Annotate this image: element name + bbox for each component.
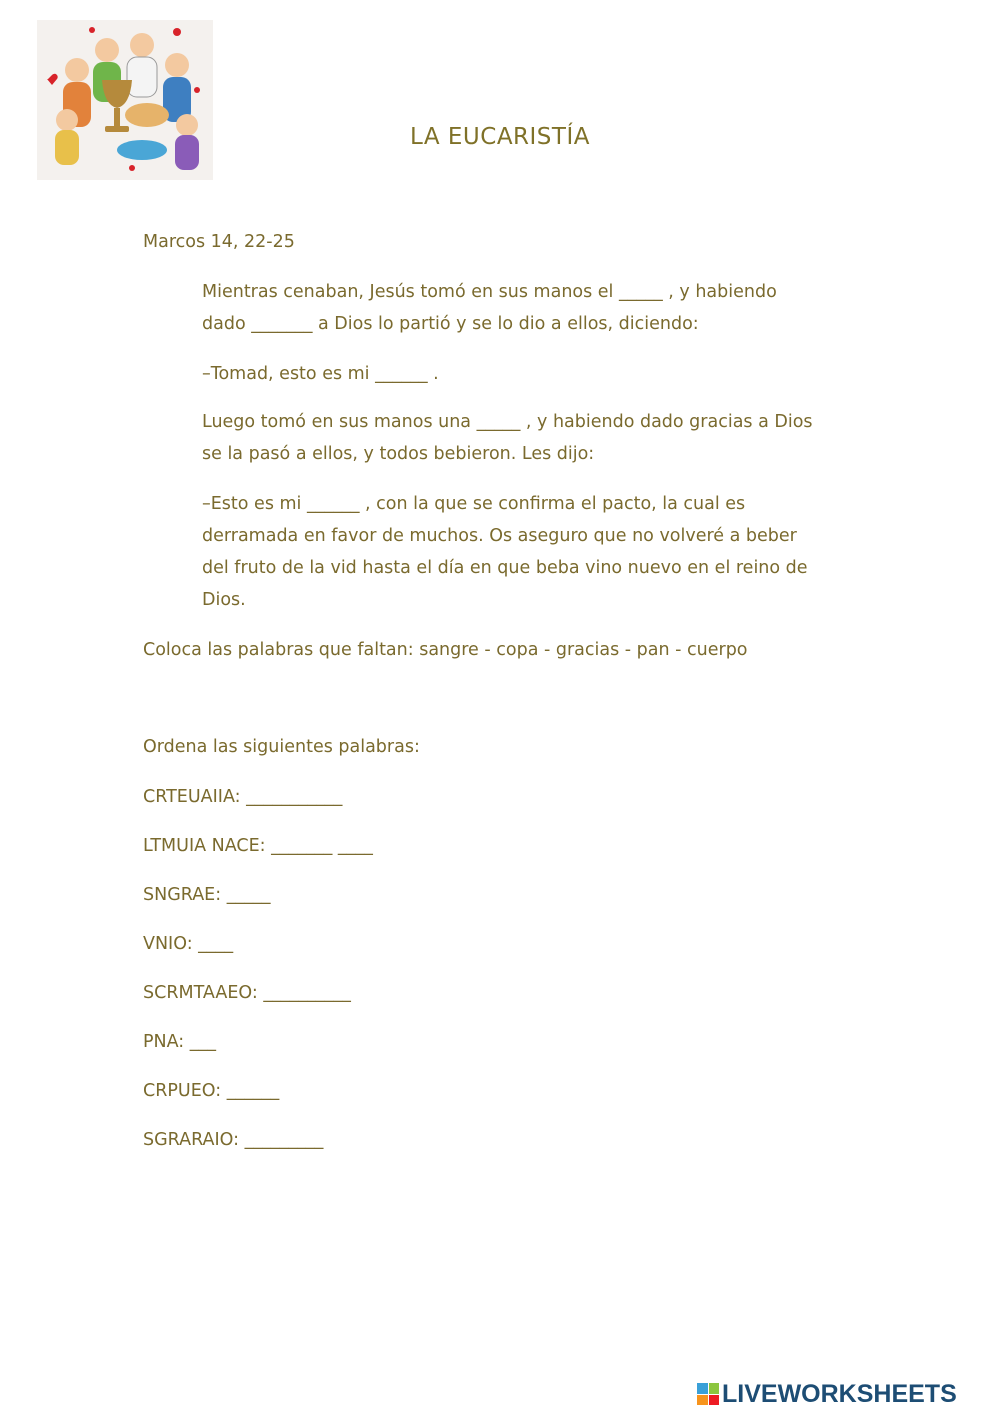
- scramble-item: SGRARAIO: _________: [143, 1130, 324, 1150]
- scramble-item: SNGRAE: _____: [143, 885, 271, 905]
- scramble-item: SCRMTAAEO: __________: [143, 983, 351, 1003]
- page-title: LA EUCARISTÍA: [410, 124, 590, 150]
- reading-line: dado _______ a Dios lo partió y se lo dio a ellos, diciendo:: [202, 314, 699, 334]
- reading-line: Dios.: [202, 590, 246, 610]
- brand-grid-icon: [697, 1383, 719, 1405]
- scramble-item: PNA: ___: [143, 1032, 217, 1052]
- reading-line: se la pasó a ellos, y todos bebieron. Les dijo:: [202, 444, 595, 464]
- reading-reference: Marcos 14, 22-25: [143, 232, 295, 252]
- scramble-instruction: Ordena las siguientes palabras:: [143, 737, 420, 757]
- word-bank: Coloca las palabras que faltan: sangre - copa - gracias - pan - cuerpo: [143, 640, 748, 660]
- reading-line: –Tomad, esto es mi ______ .: [202, 364, 439, 384]
- scramble-item: CRPUEO: ______: [143, 1081, 280, 1101]
- eucharist-illustration-icon: [37, 20, 213, 180]
- scramble-item: LTMUIA NACE: _______ ____: [143, 836, 373, 856]
- reading-line: derramada en favor de muchos. Os aseguro que no volveré a beber: [202, 526, 797, 546]
- reading-line: del fruto de la vid hasta el día en que beba vino nuevo en el reino de: [202, 558, 808, 578]
- reading-line: –Esto es mi ______ , con la que se confirma el pacto, la cual es: [202, 494, 746, 514]
- reading-line: Mientras cenaban, Jesús tomó en sus manos el _____ , y habiendo: [202, 282, 777, 302]
- liveworksheets-logo: [697, 1377, 997, 1411]
- scramble-item: VNIO: ____: [143, 934, 234, 954]
- brand-name: LIVEWORKSHEETS: [722, 1379, 957, 1408]
- reading-line: Luego tomó en sus manos una _____ , y habiendo dado gracias a Dios: [202, 412, 813, 432]
- scramble-item: CRTEUAIIA: ___________: [143, 787, 343, 807]
